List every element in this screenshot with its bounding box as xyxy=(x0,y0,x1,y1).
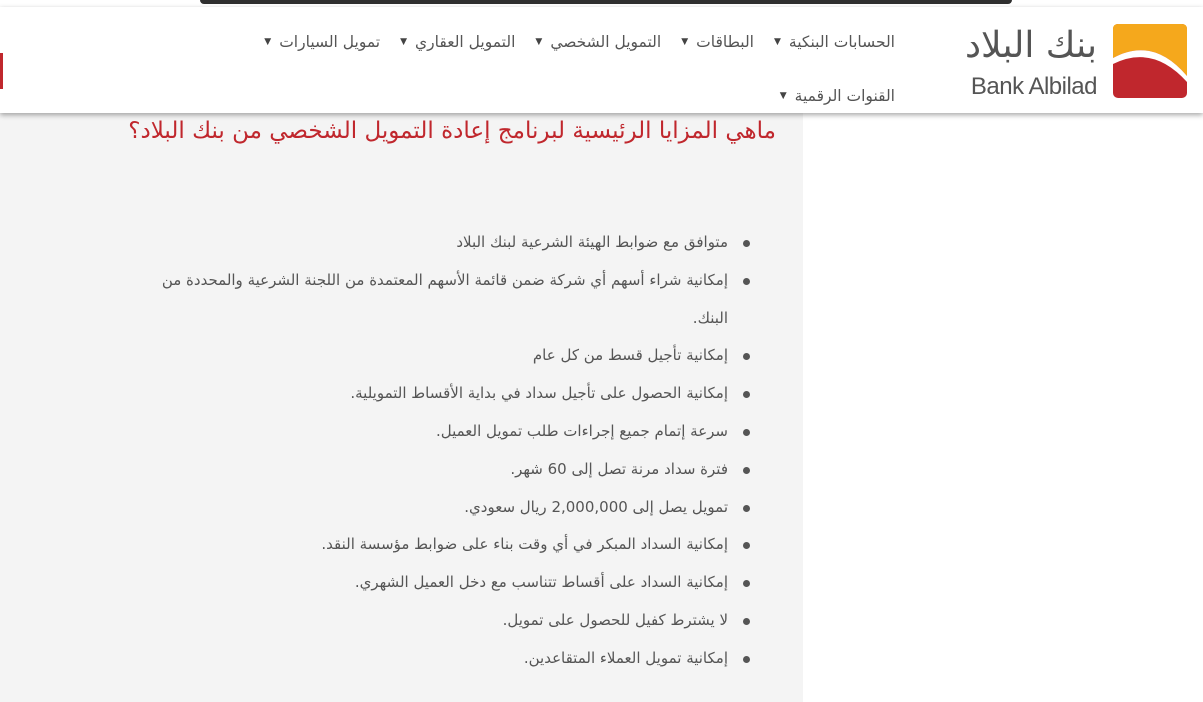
top-strip-bar xyxy=(200,0,1012,4)
nav-item-real-estate-finance[interactable] xyxy=(400,33,515,51)
list-item-text: فترة سداد مرنة تصل إلى 60 شهر. xyxy=(510,459,728,478)
nav-item-label: القنوات الرقمية xyxy=(794,87,895,105)
list-item-text: إمكانية تمويل العملاء المتقاعدين. xyxy=(523,648,728,667)
bank-logo-mark-icon xyxy=(1113,24,1187,98)
main-content-panel xyxy=(0,113,803,702)
bank-logo-english-text: Bank Albilad xyxy=(970,73,1097,100)
nav-item-car-finance[interactable] xyxy=(264,33,380,51)
bullet-icon xyxy=(743,505,750,512)
caret-down-icon: ▼ xyxy=(774,37,781,47)
bullet-icon xyxy=(743,580,750,587)
list-item-text: إمكانية شراء أسهم أي شركة ضمن قائمة الأسهم المعتمدة من اللجنة الشرعية والمحددة من xyxy=(161,270,728,289)
bullet-icon xyxy=(743,467,750,474)
list-item-continuation: البنك. xyxy=(692,308,728,327)
list-item xyxy=(162,489,750,527)
nav-item-bank-accounts[interactable] xyxy=(774,33,895,51)
header-edge-accent xyxy=(0,53,3,89)
list-item xyxy=(162,640,750,678)
list-item xyxy=(162,337,750,375)
list-item-text: إمكانية السداد على أقساط تتناسب مع دخل العميل الشهري. xyxy=(354,573,728,592)
list-item xyxy=(162,262,750,338)
list-item xyxy=(162,451,750,489)
nav-item-label: التمويل العقاري xyxy=(415,33,516,51)
list-item-text: إمكانية تأجيل قسط من كل عام xyxy=(532,346,728,365)
list-item-text: إمكانية الحصول على تأجيل سداد في بداية الأقساط التمويلية. xyxy=(350,384,728,403)
list-item xyxy=(162,526,750,564)
section-heading: ماهي المزايا الرئيسية لبرنامج إعادة التمويل الشخصي من بنك البلاد؟ xyxy=(128,118,776,144)
caret-down-icon: ▼ xyxy=(535,37,543,47)
site-header xyxy=(0,7,1203,113)
nav-item-cards[interactable] xyxy=(681,33,754,51)
list-item xyxy=(162,224,750,262)
caret-down-icon: ▼ xyxy=(681,37,689,47)
list-item xyxy=(162,375,750,413)
bullet-icon xyxy=(743,618,750,625)
list-item-text: تمويل يصل إلى 2,000,000 ريال سعودي. xyxy=(464,497,728,516)
nav-item-personal-finance[interactable] xyxy=(535,33,661,51)
bullet-icon xyxy=(743,429,750,436)
bank-logo-arabic-text: بنك البلاد xyxy=(964,25,1097,66)
list-item-text: سرعة إتمام جميع إجراءات طلب تمويل العميل. xyxy=(435,421,728,440)
features-list xyxy=(162,224,750,678)
nav-item-label: البطاقات xyxy=(696,33,754,51)
list-item xyxy=(162,602,750,640)
bullet-icon xyxy=(743,353,750,360)
nav-item-label: التمويل الشخصي xyxy=(550,33,662,51)
nav-item-label: تمويل السيارات xyxy=(279,33,381,51)
list-item xyxy=(162,413,750,451)
bank-logo[interactable] xyxy=(955,24,1187,104)
list-item-text: متوافق مع ضوابط الهيئة الشرعية لبنك البلاد xyxy=(456,233,728,251)
caret-down-icon: ▼ xyxy=(779,91,787,101)
list-item-text: لا يشترط كفيل للحصول على تمويل. xyxy=(502,610,728,629)
main-nav-row-2 xyxy=(760,84,895,108)
bullet-icon xyxy=(743,240,750,247)
list-item xyxy=(162,564,750,602)
caret-down-icon: ▼ xyxy=(264,37,272,47)
main-nav-row-1 xyxy=(244,30,895,54)
nav-item-label: الحسابات البنكية xyxy=(788,33,895,51)
browser-top-strip xyxy=(0,0,1203,7)
nav-item-digital-channels[interactable] xyxy=(780,87,895,105)
caret-down-icon: ▼ xyxy=(400,37,408,47)
list-item-text: إمكانية السداد المبكر في أي وقت بناء على ضوابط مؤسسة النقد. xyxy=(321,535,728,554)
bullet-icon xyxy=(743,656,750,663)
bullet-icon xyxy=(743,278,750,285)
bullet-icon xyxy=(743,542,750,549)
bullet-icon xyxy=(743,391,750,398)
